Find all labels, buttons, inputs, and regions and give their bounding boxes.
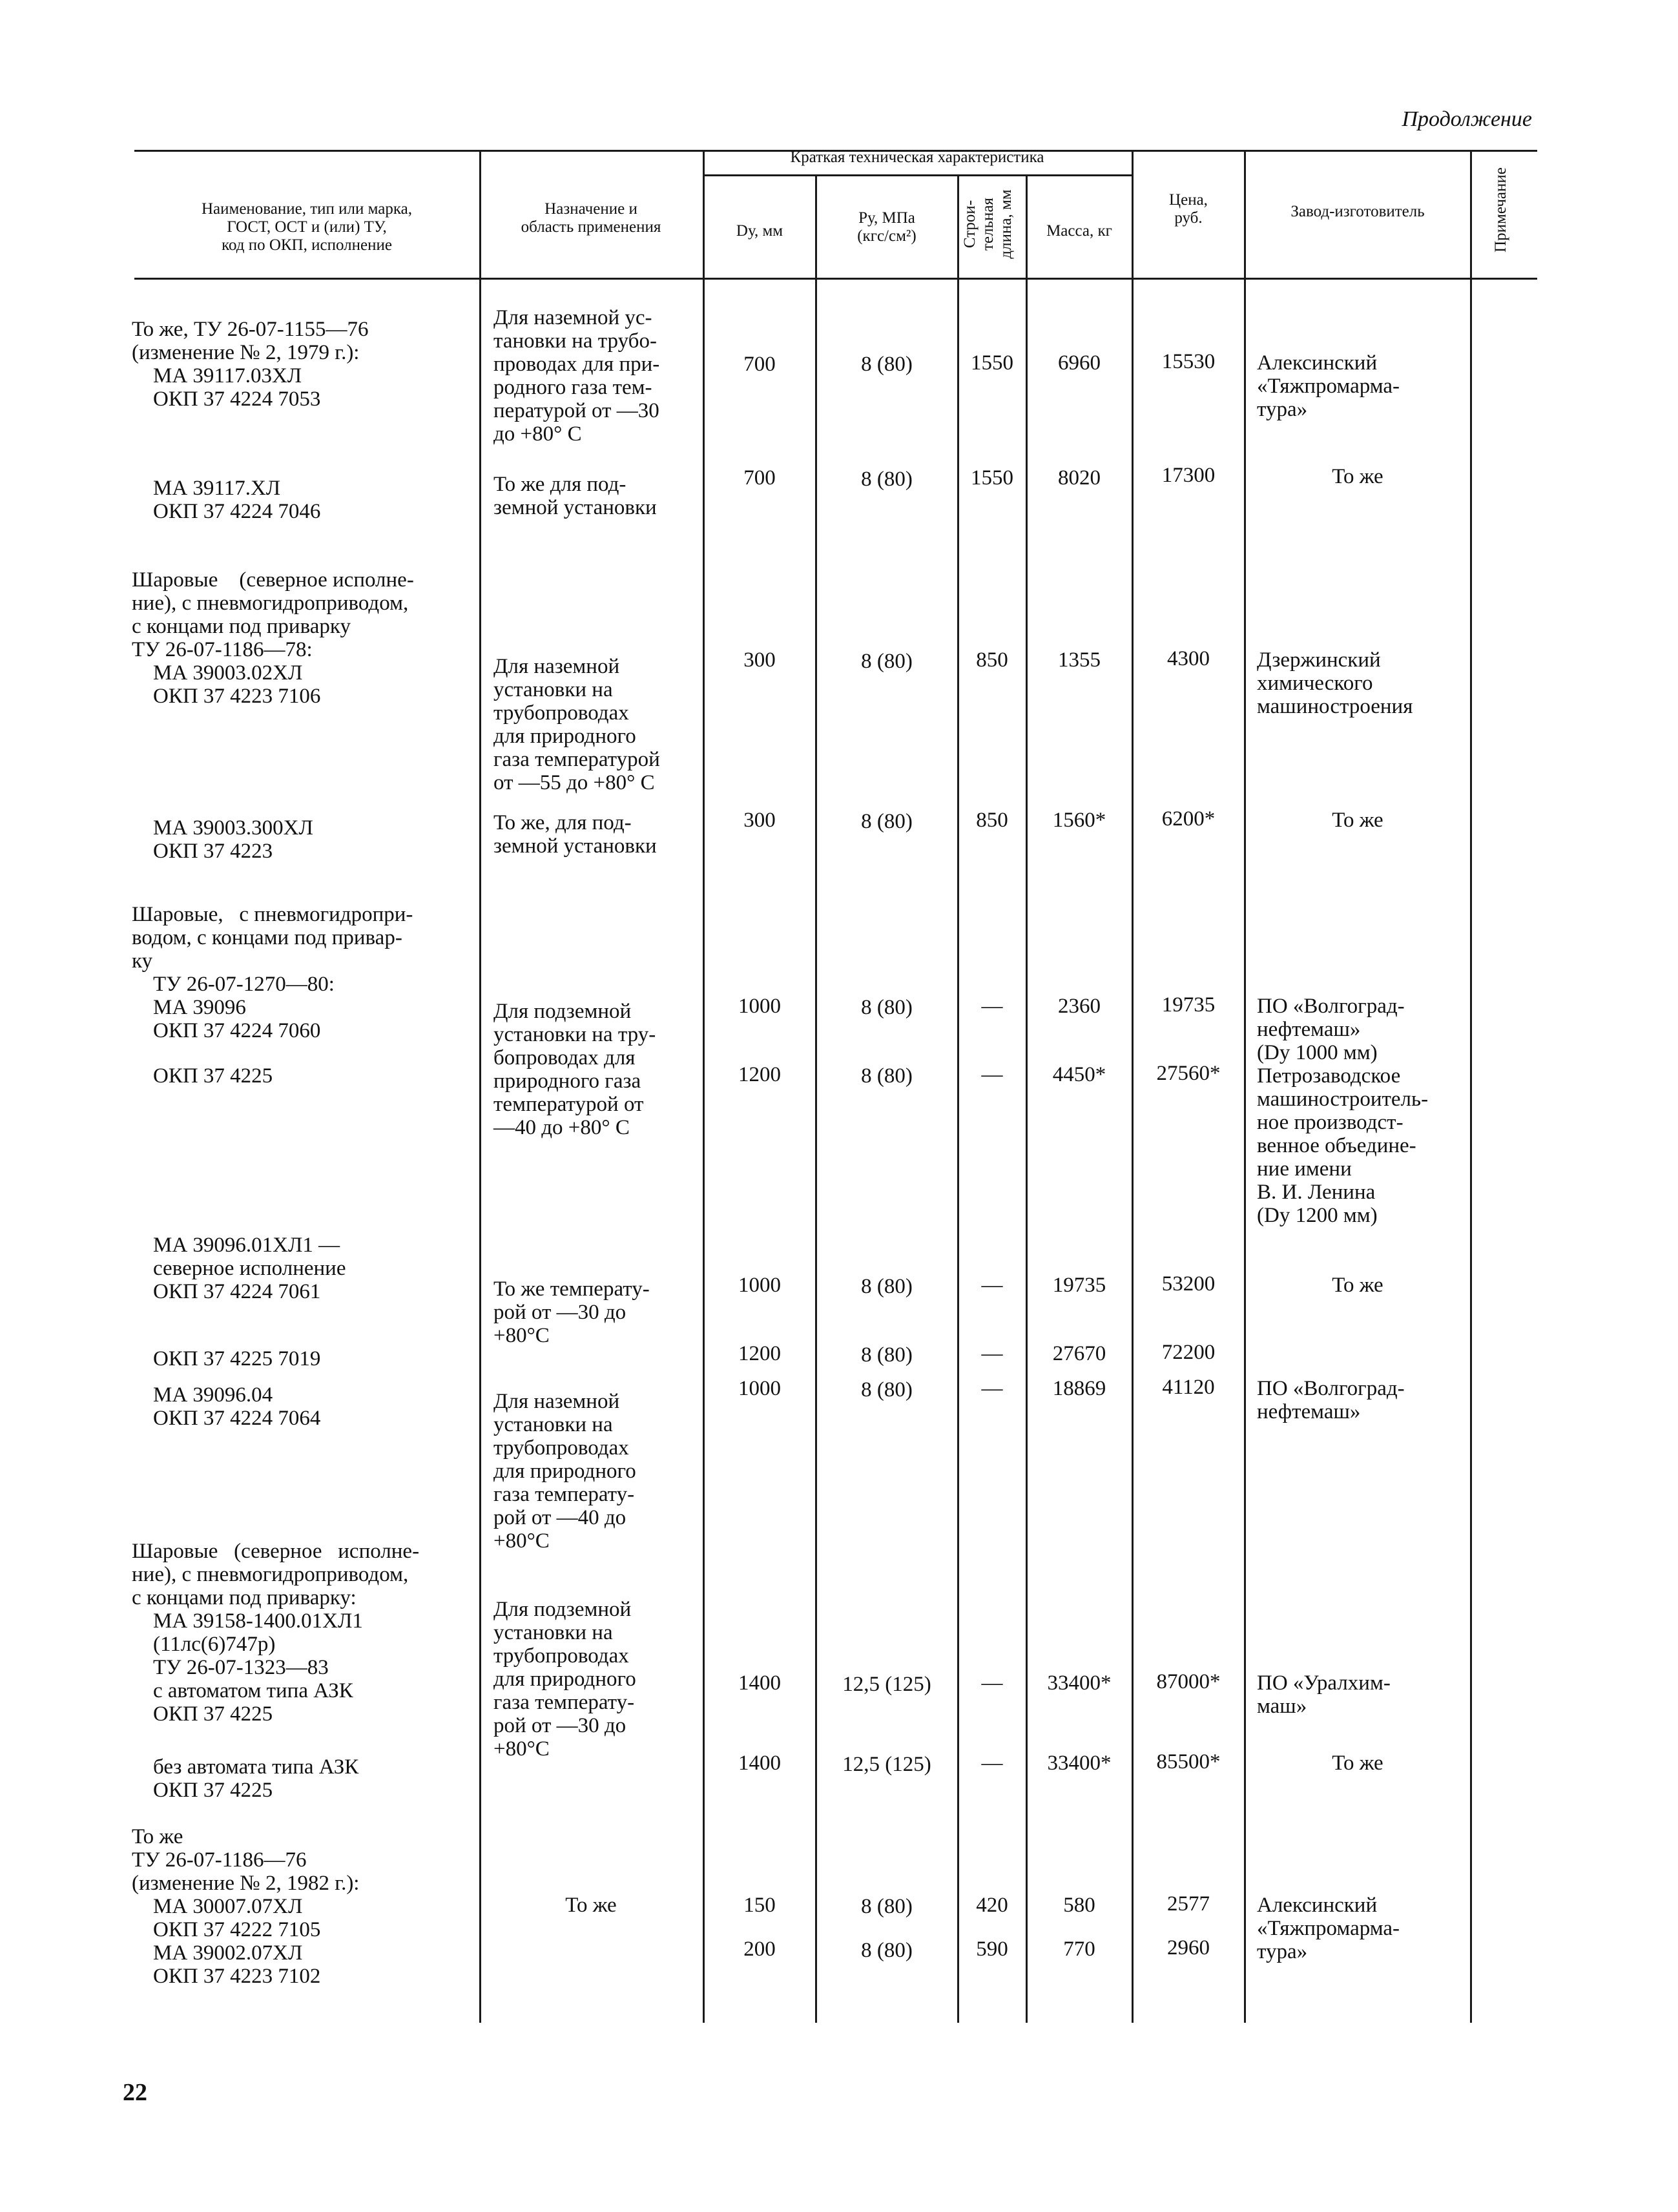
header-mass: Масса, кг [1046, 222, 1112, 240]
row-py: 8 (80) [861, 996, 913, 1019]
row-purpose: То же [565, 1894, 617, 1917]
col-divider-mass [1026, 176, 1028, 2023]
header-dy: Dу, мм [736, 222, 783, 240]
header-py: Pу, МПа (кгс/см²) [857, 209, 917, 245]
page-number: 22 [123, 2079, 147, 2106]
row-name: ОКП 37 4225 7019 [132, 1347, 321, 1370]
row-py: 8 (80) [861, 650, 913, 673]
row-purpose: Для наземной установки на трубопроводах для природного газа температурой от —55 до +80° С [493, 655, 660, 794]
row-dy: 700 [743, 466, 776, 490]
col-divider-py [815, 176, 817, 2023]
row-name: То же, ТУ 26-07-1155—76 (изменение № 2, 1979 г.): МА 39117.03ХЛ ОКП 37 4224 7053 [132, 318, 369, 411]
continuation-caption: Продолжение [1402, 107, 1532, 131]
row-mass: 33400* [1047, 1671, 1112, 1695]
row-dy: 1400 [738, 1752, 781, 1775]
row-length: — [981, 1063, 1003, 1086]
row-mass: 6960 [1058, 351, 1101, 375]
row-maker: Алексинский «Тяжпромарма- тура» [1257, 1894, 1400, 1963]
row-dy: 150 [743, 1894, 776, 1917]
col-divider-maker [1244, 150, 1246, 2023]
row-dy: 1400 [738, 1671, 781, 1695]
col-divider-price [1132, 150, 1134, 2023]
row-dy: 200 [743, 1938, 776, 1961]
row-mass: 1560* [1052, 809, 1106, 832]
header-note: Примечание [1492, 167, 1509, 253]
row-purpose: То же температу- рой от —30 до +80°С [493, 1277, 650, 1347]
row-py: 8 (80) [861, 353, 913, 376]
row-name: То же ТУ 26-07-1186—76 (изменение № 2, 1982 г.): МА 30007.07ХЛ ОКП 37 4222 7105 МА 39002.07ХЛ ОКП 37 4223 7102 [132, 1825, 360, 1988]
row-length: — [981, 1342, 1003, 1365]
row-price: 2577 [1167, 1892, 1210, 1916]
row-purpose: Для подземной установки на трубопроводах для природного газа температу- рой от —30 до +80°С [493, 1598, 636, 1761]
row-name: Шаровые (северное исполне- ние), с пневмогидроприводом, с концами под приварку ТУ 26-07-1186—78: МА 39003.02ХЛ ОКП 37 4223 7106 [132, 568, 414, 708]
row-length: 420 [976, 1894, 1008, 1917]
row-mass: 18869 [1052, 1377, 1106, 1400]
header-name: Наименование, тип или марка, ГОСТ, ОСТ и (или) ТУ, код по ОКП, исполнение [201, 200, 413, 254]
row-py: 8 (80) [861, 1378, 913, 1401]
row-length: 1550 [971, 466, 1013, 490]
col-divider-note [1470, 150, 1472, 2023]
row-py: 12,5 (125) [842, 1673, 931, 1696]
row-maker: ПО «Волгоград- нефтемаш» [1257, 1377, 1405, 1423]
row-length: — [981, 995, 1003, 1018]
row-dy: 1000 [738, 1377, 781, 1400]
row-mass: 580 [1063, 1894, 1095, 1917]
row-price: 17300 [1161, 464, 1216, 487]
row-dy: 300 [743, 648, 776, 672]
row-price: 6200* [1161, 807, 1216, 831]
row-name: МА 39117.ХЛ ОКП 37 4224 7046 [153, 477, 321, 523]
row-price: 41120 [1162, 1376, 1215, 1399]
row-name: без автомата типа АЗК ОКП 37 4225 [153, 1755, 359, 1802]
row-dy: 300 [743, 809, 776, 832]
row-py: 8 (80) [861, 468, 913, 491]
row-length: 850 [976, 648, 1008, 672]
row-price: 27560* [1156, 1062, 1221, 1085]
row-mass: 33400* [1047, 1752, 1112, 1775]
row-length: 1550 [971, 351, 1013, 375]
row-purpose: То же для под- земной установки [493, 473, 657, 519]
row-name: Шаровые, с пневмогидропри- водом, с концами под привар- ку ТУ 26-07-1270—80: МА 39096 ОКП 37 4224 7060 [132, 903, 413, 1042]
row-purpose: Для наземной установки на трубопроводах для природного газа температу- рой от —40 до +80°С [493, 1390, 636, 1553]
row-purpose: То же, для под- земной установки [493, 811, 657, 858]
col-divider-length [957, 176, 959, 2023]
header-purpose: Назначение и область применения [521, 200, 661, 236]
row-maker: Алексинский «Тяжпромарма- тура» [1257, 351, 1400, 421]
header-maker: Завод-изготовитель [1290, 203, 1425, 220]
row-py: 12,5 (125) [842, 1753, 931, 1776]
row-maker: Дзержинский химического машиностроения [1257, 648, 1413, 718]
row-mass: 4450* [1052, 1063, 1106, 1086]
row-maker: ПО «Волгоград- нефтемаш» (Dу 1000 мм) Петрозаводское машиностроитель- ное производст- венное объедине- ние имени В. И. Ленина (Dу 1200 мм) [1257, 995, 1429, 1227]
header-bottom-rule [134, 278, 1537, 280]
row-price: 15530 [1161, 350, 1216, 373]
row-name: ОКП 37 4225 [132, 1064, 273, 1088]
row-mass: 770 [1063, 1938, 1095, 1961]
row-length: — [981, 1274, 1003, 1297]
row-price: 2960 [1167, 1936, 1210, 1959]
row-mass: 19735 [1052, 1274, 1106, 1297]
row-maker: То же [1332, 809, 1383, 832]
row-maker: То же [1332, 465, 1383, 488]
header-price: Цена, руб. [1169, 191, 1208, 227]
row-dy: 1200 [738, 1342, 781, 1365]
row-dy: 1200 [738, 1063, 781, 1086]
row-dy: 1000 [738, 995, 781, 1018]
row-length: — [981, 1752, 1003, 1775]
row-maker: То же [1332, 1274, 1383, 1297]
tech-group-rule [703, 174, 1132, 176]
header-tech-group: Краткая техническая характеристика [790, 149, 1044, 166]
row-py: 8 (80) [861, 1895, 913, 1918]
row-mass: 2360 [1058, 995, 1101, 1018]
row-price: 53200 [1161, 1272, 1216, 1296]
row-name: МА 39003.300ХЛ ОКП 37 4223 [153, 816, 313, 863]
col-divider-purpose [479, 150, 481, 2023]
row-py: 8 (80) [861, 1064, 913, 1088]
row-purpose: Для наземной ус- тановки на трубо- проводах для при- родного газа тем- пературой от —30 до +80° С [493, 306, 660, 446]
col-divider-dy [703, 150, 705, 2023]
row-name: Шаровые (северное исполне- ние), с пневмогидроприводом, с концами под приварку: МА 39158-1400.01ХЛ1 (11лс(6)747р) ТУ 26-07-1323—83 с автоматом типа АЗК ОКП 37 4225 [132, 1540, 420, 1726]
row-price: 19735 [1161, 993, 1216, 1017]
row-length: — [981, 1671, 1003, 1695]
row-maker: ПО «Уралхим- маш» [1257, 1671, 1391, 1718]
row-price: 72200 [1161, 1341, 1216, 1364]
row-py: 8 (80) [861, 1939, 913, 1962]
row-purpose: Для подземной установки на тру- бопроводах для природного газа температурой от —40 до +80° С [493, 1000, 656, 1139]
row-name: МА 39096.04 ОКП 37 4224 7064 [153, 1383, 321, 1430]
row-py: 8 (80) [861, 810, 913, 833]
row-maker: То же [1332, 1752, 1383, 1775]
row-length: 850 [976, 809, 1008, 832]
row-name: МА 39096.01ХЛ1 — северное исполнение ОКП 37 4224 7061 [153, 1234, 346, 1303]
row-price: 87000* [1156, 1670, 1221, 1693]
row-price: 4300 [1167, 647, 1210, 670]
row-length: — [981, 1377, 1003, 1400]
row-py: 8 (80) [861, 1275, 913, 1298]
row-mass: 1355 [1058, 648, 1101, 672]
row-mass: 8020 [1058, 466, 1101, 490]
row-length: 590 [976, 1938, 1008, 1961]
header-length: Строи- тельная длина, мм [961, 189, 1015, 259]
row-dy: 1000 [738, 1274, 781, 1297]
row-mass: 27670 [1052, 1342, 1106, 1365]
row-price: 85500* [1156, 1750, 1221, 1773]
row-py: 8 (80) [861, 1343, 913, 1367]
row-dy: 700 [743, 353, 776, 376]
